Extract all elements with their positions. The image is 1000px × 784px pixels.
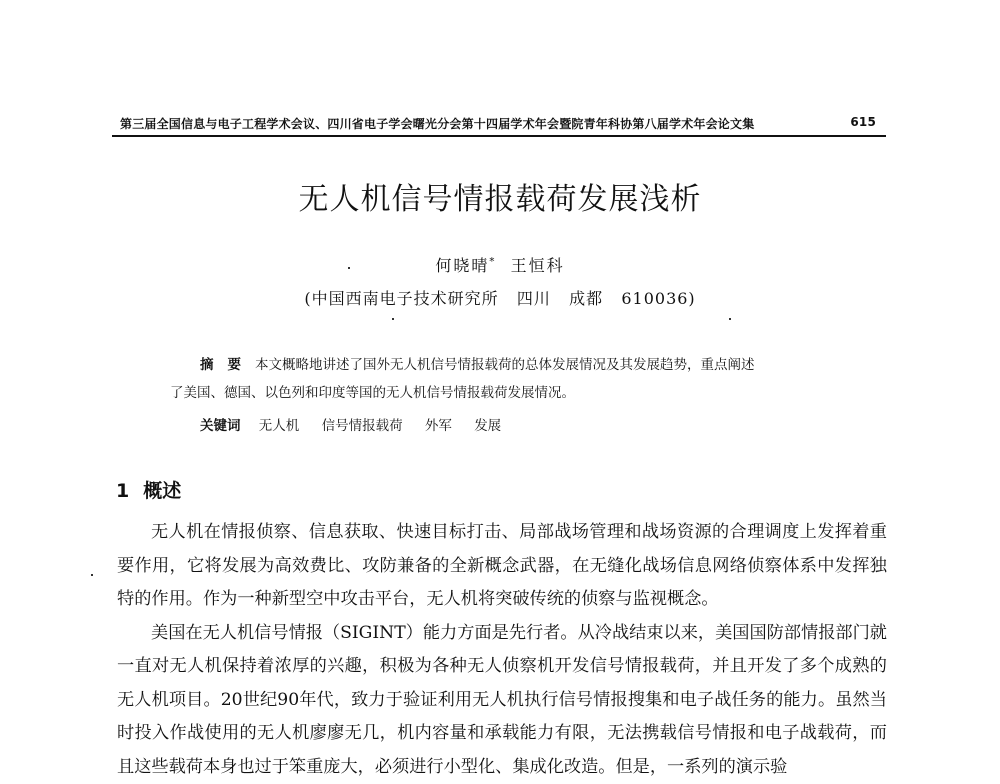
keyword: 无人机 (259, 418, 300, 434)
conference-title: 第三届全国信息与电子工程学术会议、四川省电子学会曙光分会第十四届学术年会暨院青年科协第八届学术年会论文集 (120, 115, 754, 132)
abstract-text-1: 本文概略地讲述了国外无人机信号情报载荷的总体发展情况及其发展趋势，重点阐述 (255, 357, 755, 373)
scan-speck (392, 318, 394, 320)
abstract (170, 351, 840, 407)
abstract-line-2: 了美国、德国、以色列和印度等国的无人机信号情报载荷发展情况。 (170, 379, 840, 407)
scan-speck (348, 267, 350, 269)
author-second: 王恒科 (511, 256, 565, 275)
paragraph: 无人机在情报侦察、信息获取、快速目标打击、局部战场管理和战场资源的合理调度上发挥着重要作用，它将发展为高效费比、攻防兼备的全新概念武器，在无缝化战场信息网络侦察体系中发挥独特的作用。作为一种新型空中攻击平台，无人机将突破传统的侦察与监视概念。 (117, 516, 887, 617)
author-line (0, 253, 1000, 276)
running-header (120, 113, 882, 133)
author-first: 何晓晴 (435, 256, 489, 275)
header-rule (112, 135, 886, 137)
abstract-line-1 (170, 351, 840, 379)
keyword: 信号情报载荷 (322, 418, 403, 434)
body-text (117, 516, 887, 784)
affiliation: (中国西南电子技术研究所 四川 成都 610036) (0, 286, 1000, 309)
keyword: 外军 (425, 418, 452, 434)
section-title: 概述 (143, 480, 181, 502)
section-number: 1 (116, 480, 129, 502)
abstract-label: 摘要 (200, 357, 255, 373)
keyword: 发展 (474, 418, 501, 434)
corresponding-author-mark: * (489, 257, 496, 268)
paper-title: 无人机信号情报载荷发展浅析 (0, 174, 1000, 218)
keywords-label: 关键词 (200, 418, 241, 434)
section-heading (116, 476, 181, 503)
scan-speck (91, 574, 93, 576)
page-number: 615 (850, 115, 876, 129)
paragraph: 美国在无人机信号情报（SIGINT）能力方面是先行者。从冷战结束以来，美国国防部情报部门就一直对无人机保持着浓厚的兴趣，积极为各种无人侦察机开发信号情报载荷，并且开发了多个成熟的无人机项目。20世纪90年代，致力于验证利用无人机执行信号情报搜集和电子战任务的能力。虽然当时投入作战使用的无人机廖廖无几，机内容量和承载能力有限，无法携载信号情报和电子战载荷，而且这些载荷本身也过于笨重庞大，必须进行小型化、集成化改造。但是，一系列的演示验 (117, 617, 887, 784)
scan-speck (729, 318, 731, 320)
keywords (200, 414, 519, 434)
